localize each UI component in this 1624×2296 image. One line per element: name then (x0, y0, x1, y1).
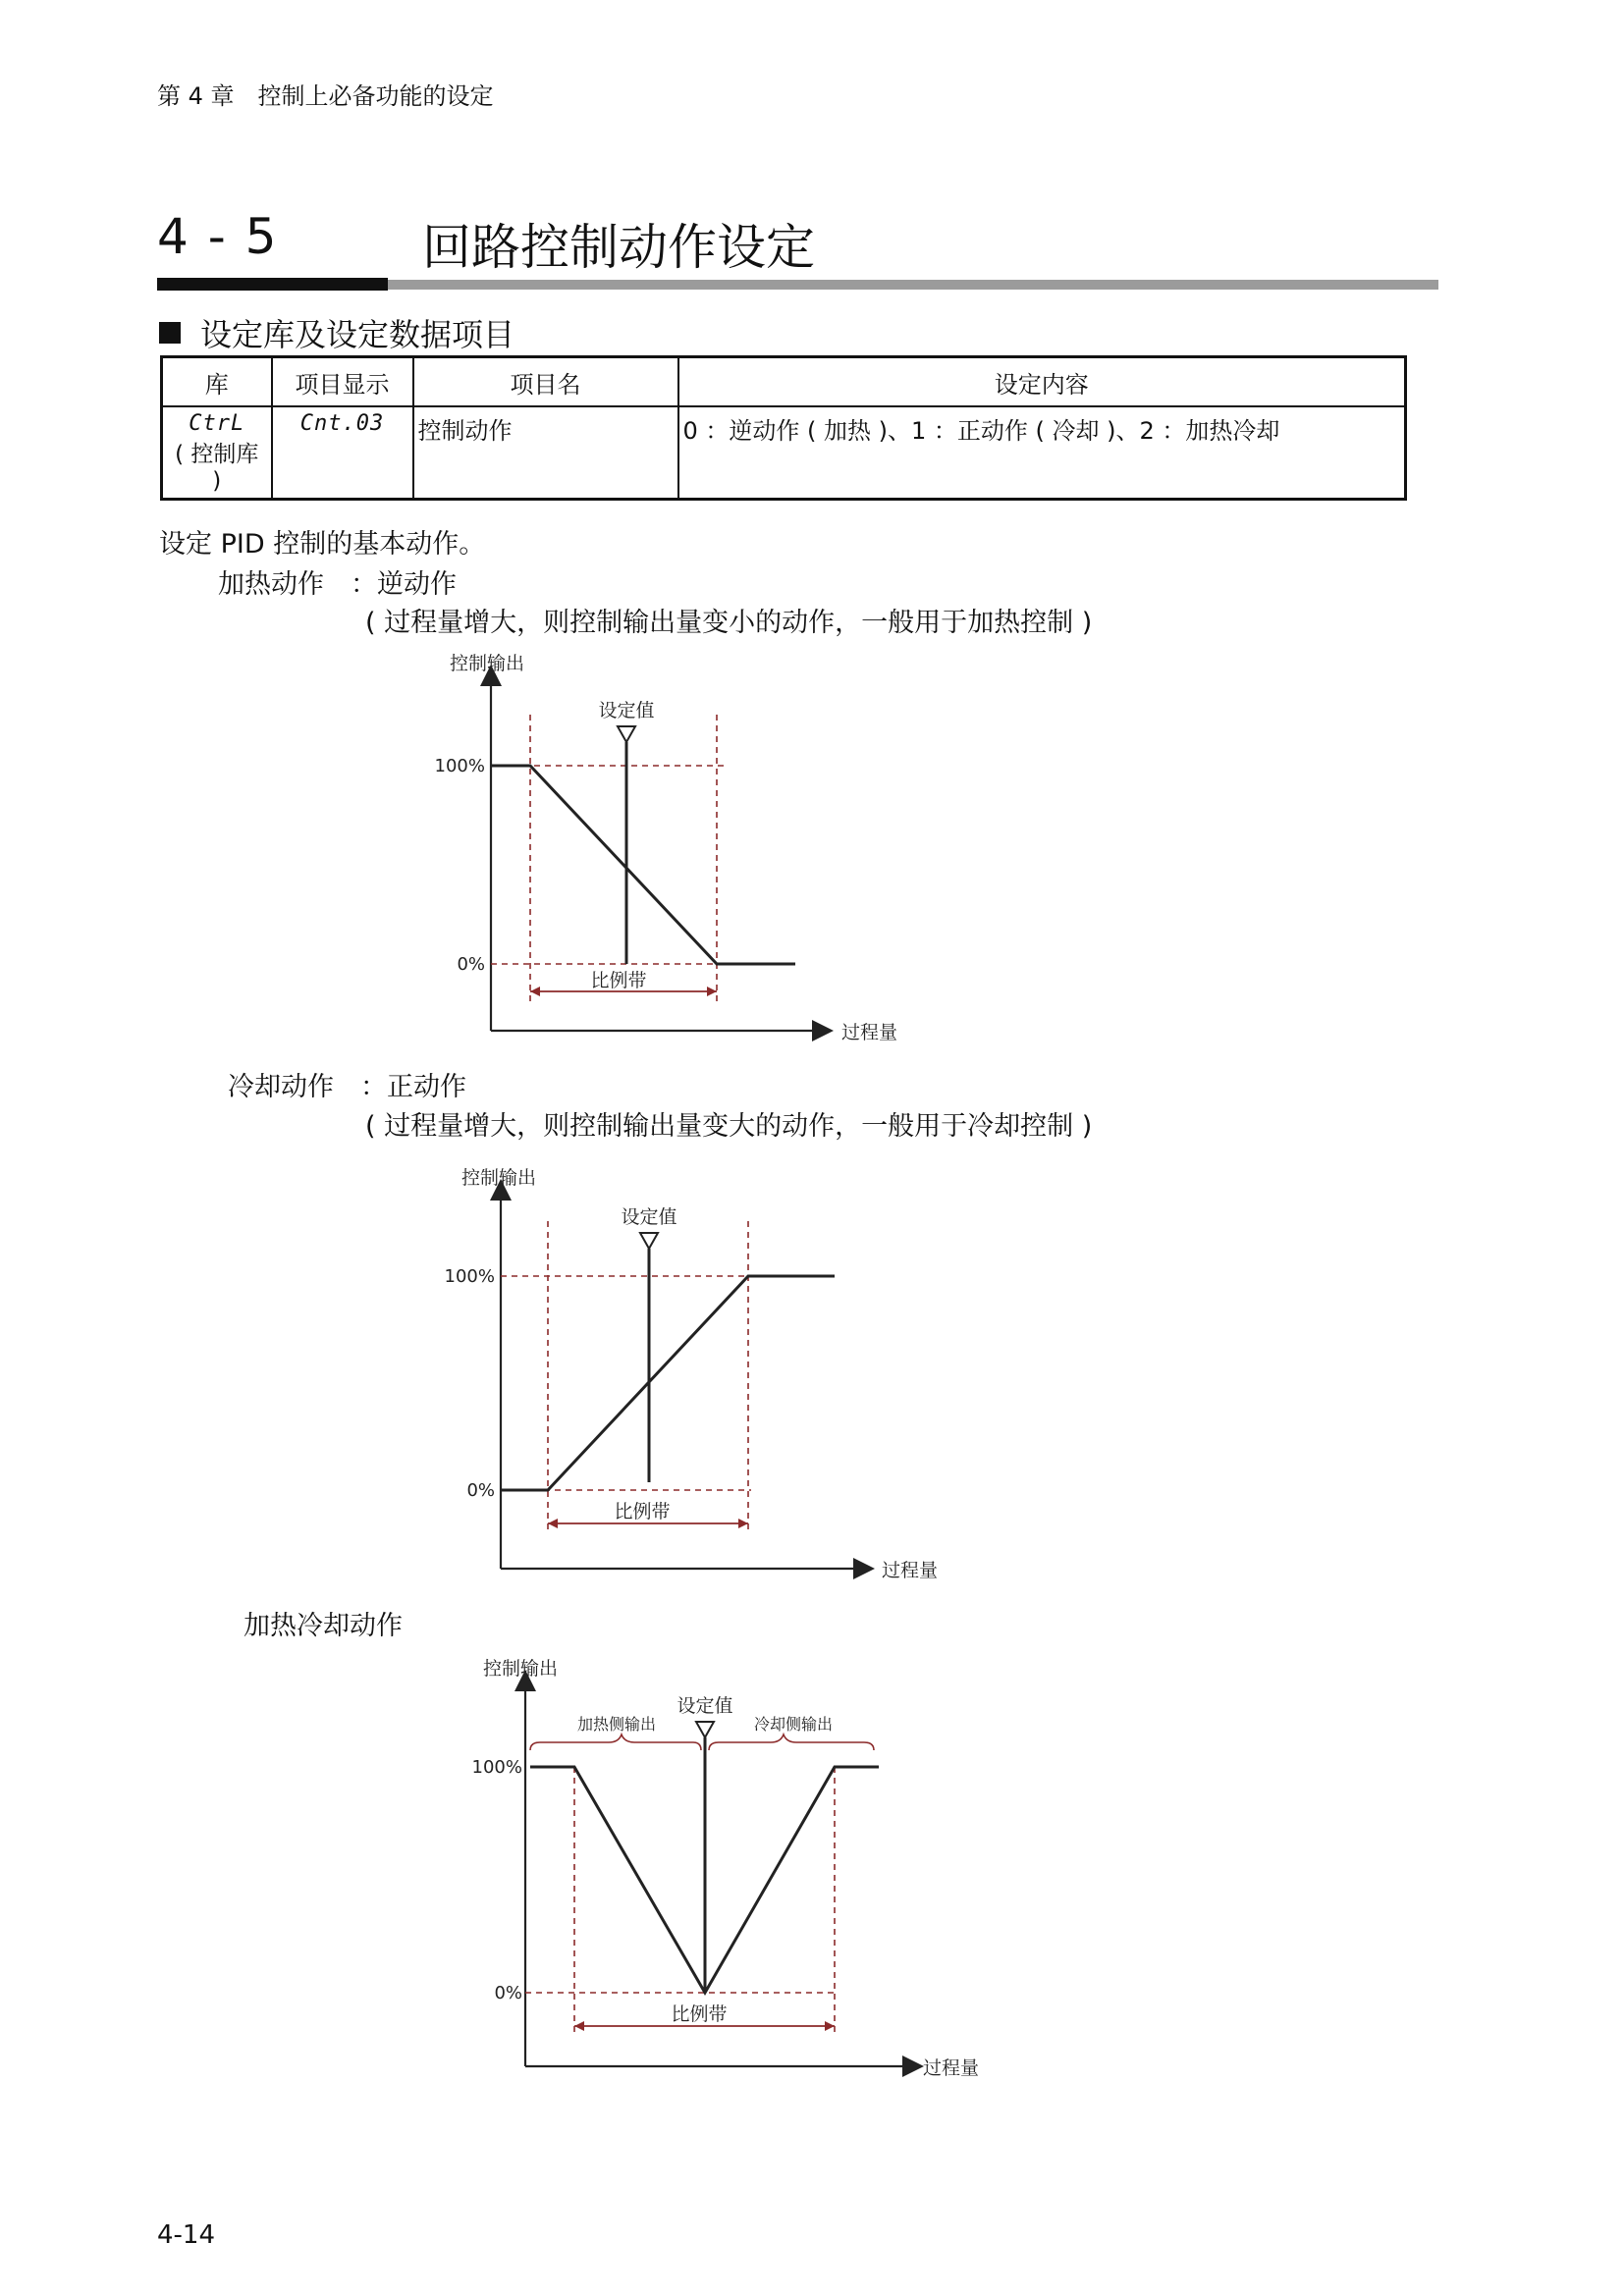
heat-side-label: 加热侧输出 (576, 1715, 657, 1734)
chapter-header: 第 4 章 控制上必备功能的设定 (157, 82, 494, 110)
x-axis-label: 过程量 (841, 1022, 898, 1043)
heating-action-label: 加热动作 ：逆动作 (218, 569, 457, 600)
setpoint-marker-icon (640, 1233, 658, 1249)
cool-side-brace (709, 1735, 874, 1750)
x-axis-label: 过程量 (882, 1560, 939, 1581)
title-underline-gray (388, 280, 1438, 290)
square-bullet-icon (159, 322, 181, 344)
band-label: 比例带 (590, 970, 647, 991)
setpoint-marker-icon (618, 726, 635, 742)
item-name-cell: 控制动作 (413, 406, 678, 500)
table-header-row (162, 357, 1406, 407)
band-label: 比例带 (671, 2003, 728, 2025)
page-number: 4-14 (157, 2220, 216, 2250)
setpoint-marker-icon (696, 1722, 714, 1737)
heatcool-action-label: 加热冷却动作 (244, 1611, 403, 1641)
tick-label-0: 0% (494, 1983, 522, 2003)
tick-label-0: 0% (466, 1480, 495, 1501)
heating-action-description: ( 过程量增大，则控制输出量变小的动作，一般用于加热控制 ) (365, 608, 1093, 638)
settings-table (160, 355, 1407, 501)
section-title: 回路控制动作设定 (422, 219, 815, 276)
y-axis-label: 控制输出 (450, 653, 525, 674)
tick-label-0: 0% (457, 954, 485, 975)
bank-cell (162, 406, 272, 500)
setpoint-label: 设定值 (598, 700, 655, 721)
x-axis-label: 过程量 (923, 2057, 980, 2079)
y-axis-label: 控制输出 (461, 1167, 537, 1189)
cooling-action-description: ( 过程量增大，则控制输出量变大的动作，一般用于冷却控制 ) (365, 1111, 1093, 1142)
control-output-line (491, 766, 795, 964)
table-header-cell: 项目名 (413, 357, 678, 407)
intro-text: 设定 PID 控制的基本动作。 (159, 529, 486, 560)
tick-label-100: 100% (471, 1757, 522, 1778)
section-number: 4 - 5 (157, 208, 279, 265)
heat-side-brace (530, 1735, 701, 1750)
table-header-cell: 库 (162, 357, 272, 407)
table-header-cell: 项目显示 (272, 357, 413, 407)
setpoint-label: 设定值 (677, 1695, 733, 1717)
item-lcd-code: Cnt.03 (299, 411, 385, 436)
control-output-line (501, 1276, 835, 1490)
item-display-cell (272, 406, 413, 500)
setting-content-cell: 0 ：逆动作 ( 加热 )、1 ：正动作 ( 冷却 )、2 ：加热冷却 (678, 406, 1406, 500)
subsection-title: 设定库及设定数据项目 (200, 316, 515, 353)
subsection-heading (159, 310, 514, 355)
cool-side-label: 冷却侧输出 (753, 1715, 834, 1734)
bank-lcd-code: CtrL (189, 411, 245, 436)
cooling-action-chart (432, 1158, 962, 1590)
heating-action-chart (422, 648, 933, 1060)
band-label: 比例带 (614, 1501, 671, 1522)
tick-label-100: 100% (434, 756, 485, 776)
title-underline-dark (157, 278, 388, 291)
setpoint-label: 设定值 (621, 1206, 677, 1228)
heatcool-action-chart (461, 1649, 1021, 2091)
tick-label-100: 100% (444, 1266, 495, 1287)
table-header-cell: 设定内容 (678, 357, 1406, 407)
table-row (162, 406, 1406, 500)
bank-name: ( 控制库 ) (175, 442, 259, 494)
cooling-action-label: 冷却动作 ：正动作 (228, 1072, 466, 1102)
y-axis-label: 控制输出 (483, 1658, 559, 1680)
